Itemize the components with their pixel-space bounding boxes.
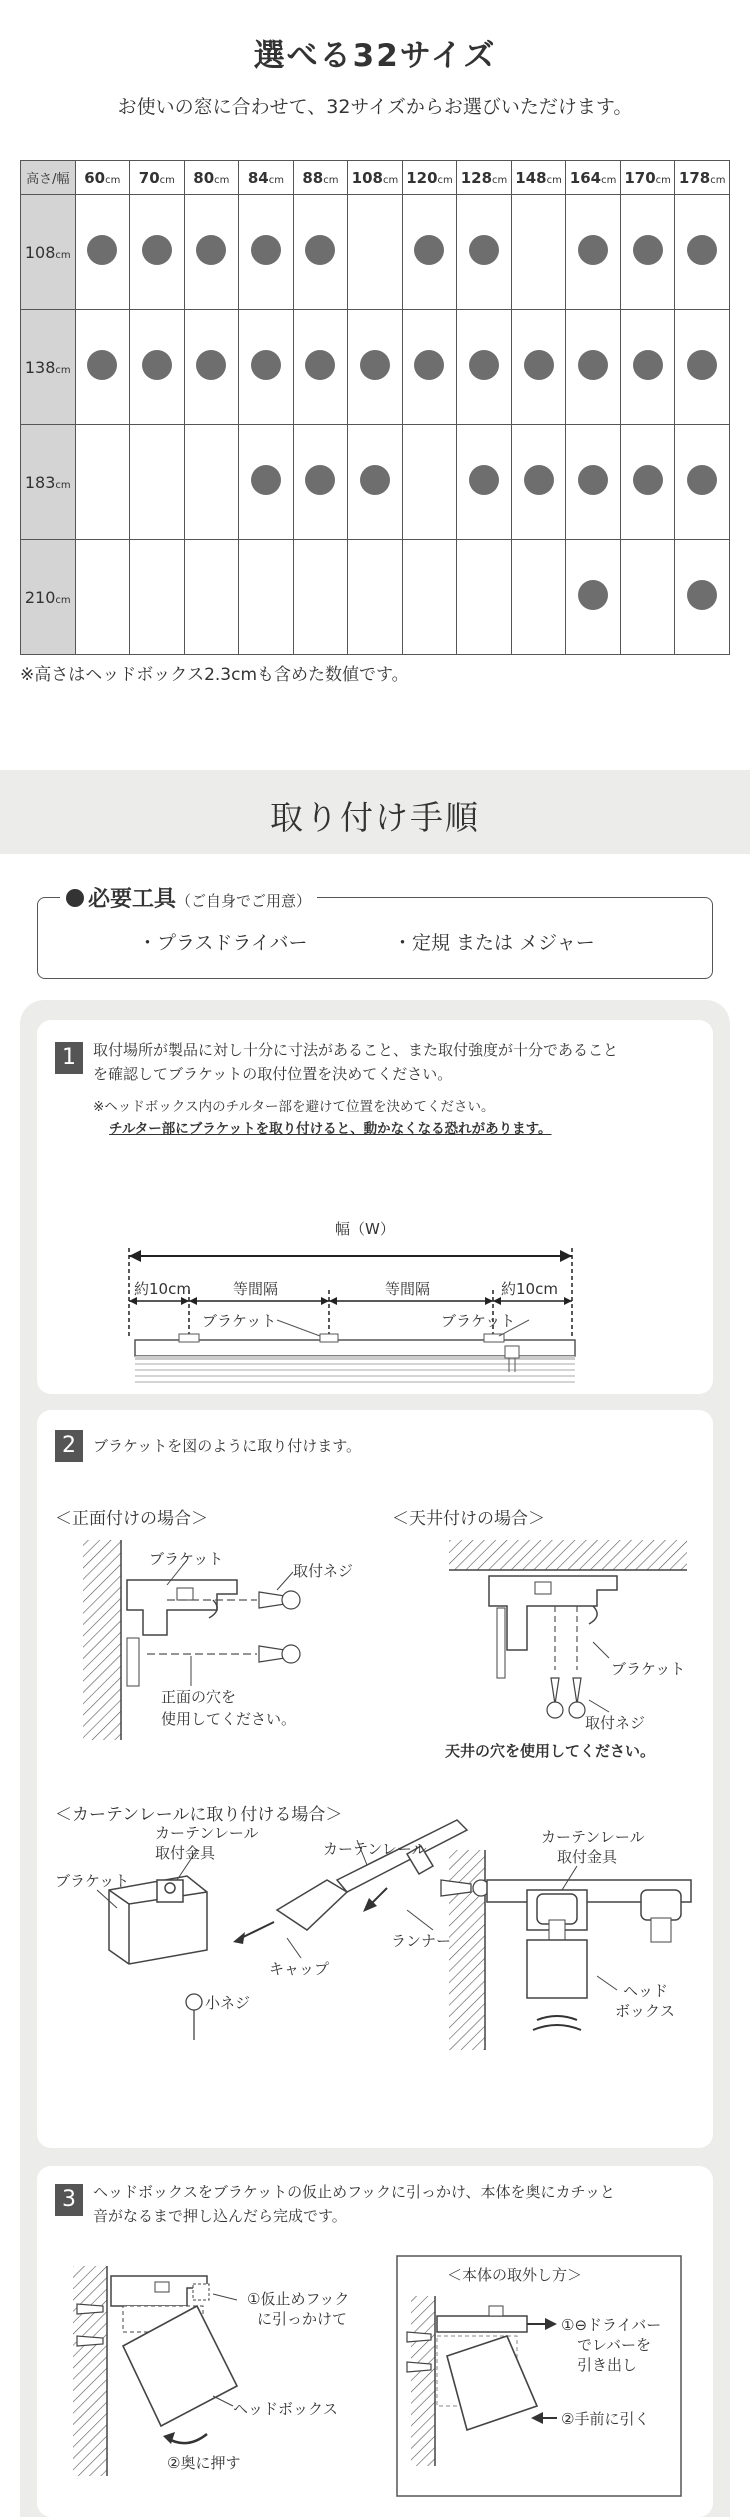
- step1-note-2-text: チルター部にブラケットを取り付けると、動かなくなる恐れがあります。: [109, 1121, 552, 1137]
- width-value: 108: [351, 168, 383, 187]
- size-title: 選べる32サイズ: [253, 38, 497, 74]
- available-dot-icon: [251, 465, 281, 495]
- size-cell: [184, 310, 239, 425]
- size-cell: [348, 195, 403, 310]
- height-value: 210: [24, 587, 56, 607]
- width-header-88: [293, 161, 348, 195]
- step1-number: 1: [55, 1042, 83, 1074]
- width-header-148: [511, 161, 566, 195]
- unit-label: cm: [382, 174, 399, 186]
- rail-rail-label: カーテンレール: [323, 1840, 427, 1858]
- available-dot-icon: [360, 465, 390, 495]
- size-cell: [293, 540, 348, 655]
- size-cell: [620, 540, 675, 655]
- right-margin-label: 約10cm: [501, 1280, 558, 1298]
- step2-text: ブラケットを図のように取り付けます。: [93, 1437, 362, 1455]
- size-table-body: [21, 195, 730, 655]
- available-dot-icon: [142, 350, 172, 380]
- rail-runner-label: ランナー: [391, 1932, 452, 1950]
- ceiling-note: 天井の穴を使用してください。: [445, 1742, 656, 1760]
- size-cell: [293, 195, 348, 310]
- equal-interval-label-2: 等間隔: [385, 1280, 431, 1298]
- available-dot-icon: [87, 235, 117, 265]
- left-margin-label: 約10cm: [134, 1280, 191, 1298]
- size-cell: [620, 195, 675, 310]
- available-dot-icon: [414, 350, 444, 380]
- size-cell: [566, 195, 621, 310]
- size-cell: [457, 540, 512, 655]
- available-dot-icon: [524, 350, 554, 380]
- corner-label: 高さ/幅: [21, 161, 76, 195]
- width-value: 164: [569, 168, 602, 187]
- size-cell: [511, 310, 566, 425]
- size-cell: [457, 195, 512, 310]
- front-mount-title: ＜正面付けの場合＞: [55, 1509, 208, 1529]
- available-dot-icon: [633, 465, 663, 495]
- height-value: 108: [24, 242, 56, 262]
- available-dot-icon: [687, 350, 717, 380]
- size-cell: [293, 425, 348, 540]
- rail-headbox-label-2: ボックス: [615, 2002, 675, 2020]
- unit-label: cm: [655, 174, 671, 186]
- size-table-header: [21, 161, 730, 195]
- unit-label: cm: [710, 174, 726, 186]
- unit-label: cm: [55, 364, 71, 376]
- tools-heading: [60, 882, 317, 913]
- size-cell: [348, 540, 403, 655]
- width-value: 60: [84, 168, 106, 187]
- step3-push-label: ②奥に押す: [167, 2454, 241, 2472]
- unit-label: cm: [601, 174, 617, 186]
- available-dot-icon: [414, 235, 444, 265]
- height-header-210: [21, 540, 76, 655]
- rail-fitting-label-1: カーテンレール: [155, 1824, 259, 1842]
- available-dot-icon: [360, 350, 390, 380]
- available-dot-icon: [251, 235, 281, 265]
- height-header-138: [21, 310, 76, 425]
- size-cell: [511, 195, 566, 310]
- available-dot-icon: [687, 465, 717, 495]
- size-cell: [75, 310, 130, 425]
- size-subtitle: お使いの窓に合わせて、32サイズからお選びいただけます。: [117, 96, 633, 118]
- size-note: ※高さはヘッドボックス2.3cmも含めた数値です。: [20, 665, 409, 685]
- remove-title: ＜本体の取外し方＞: [447, 2266, 583, 2284]
- size-cell: [348, 310, 403, 425]
- table-row: [21, 195, 730, 310]
- available-dot-icon: [687, 580, 717, 610]
- rail-bracket-label: ブラケット: [55, 1872, 130, 1890]
- install-title-band: [0, 770, 750, 854]
- unit-label: cm: [159, 174, 175, 186]
- available-dot-icon: [633, 235, 663, 265]
- width-value: 88: [302, 168, 324, 187]
- unit-label: cm: [105, 174, 121, 186]
- step3-number: 3: [55, 2184, 83, 2216]
- remove-label-2: でレバーを: [577, 2336, 651, 2354]
- size-cell: [402, 540, 457, 655]
- rail-right-fitting-label-2: 取付金具: [557, 1848, 618, 1866]
- front-note-1: 正面の穴を: [161, 1688, 237, 1706]
- available-dot-icon: [305, 465, 335, 495]
- available-dot-icon: [142, 235, 172, 265]
- rail-headbox-label-1: ヘッド: [623, 1982, 669, 2000]
- rail-right-fitting-label-1: カーテンレール: [541, 1828, 645, 1846]
- size-cell: [620, 310, 675, 425]
- available-dot-icon: [633, 350, 663, 380]
- size-cell: [184, 425, 239, 540]
- rail-screw-label: 小ネジ: [205, 1994, 251, 2012]
- ceiling-bracket-label: ブラケット: [611, 1660, 686, 1678]
- size-cell: [566, 540, 621, 655]
- width-value: 170: [624, 168, 656, 187]
- size-cell: [239, 310, 294, 425]
- size-cell: [457, 310, 512, 425]
- size-cell: [184, 540, 239, 655]
- step2-diagram: [37, 1410, 713, 2148]
- available-dot-icon: [578, 465, 608, 495]
- width-header-128: [457, 161, 512, 195]
- step2-card: [37, 1410, 713, 2148]
- height-value: 183: [24, 472, 56, 492]
- width-value: 178: [678, 168, 711, 187]
- size-cell: [293, 310, 348, 425]
- width-header-80: [184, 161, 239, 195]
- unit-label: cm: [268, 174, 284, 186]
- size-cell: [75, 425, 130, 540]
- step1-note-1: ※ヘッドボックス内のチルター部を避けて位置を決めてください。: [93, 1099, 495, 1115]
- size-cell: [675, 310, 730, 425]
- available-dot-icon: [524, 465, 554, 495]
- tool-screwdriver: ・プラスドライバー: [138, 932, 308, 954]
- ceiling-screw-label: 取付ネジ: [585, 1714, 646, 1732]
- available-dot-icon: [305, 350, 335, 380]
- width-header-178: [675, 161, 730, 195]
- size-cell: [348, 425, 403, 540]
- width-header-84: [239, 161, 294, 195]
- size-cell: [184, 195, 239, 310]
- step3-text-1: ヘッドボックスをブラケットの仮止めフックに引っかけ、本体を奥にカチッと: [93, 2183, 616, 2201]
- size-cell: [130, 195, 185, 310]
- tool-ruler: ・定規 または メジャー: [393, 932, 595, 954]
- size-cell: [239, 425, 294, 540]
- available-dot-icon: [251, 350, 281, 380]
- unit-label: cm: [323, 174, 339, 186]
- size-section: [0, 0, 750, 690]
- size-cell: [620, 425, 675, 540]
- width-value: 70: [138, 168, 160, 187]
- size-cell: [675, 540, 730, 655]
- remove-label-1: ①⊖ドライバー: [561, 2316, 662, 2334]
- width-value: 84: [247, 168, 269, 187]
- available-dot-icon: [305, 235, 335, 265]
- available-dot-icon: [578, 235, 608, 265]
- step3-hook-label-2: に引っかけて: [257, 2310, 348, 2328]
- unit-label: cm: [55, 249, 71, 261]
- front-note-2: 使用してください。: [161, 1710, 297, 1728]
- size-cell: [675, 425, 730, 540]
- size-cell: [457, 425, 512, 540]
- unit-label: cm: [437, 174, 453, 186]
- ceiling-mount-title: ＜天井付けの場合＞: [392, 1509, 545, 1529]
- size-cell: [130, 540, 185, 655]
- step3-card: [37, 2166, 713, 2517]
- tools-box: [37, 887, 713, 979]
- remove-label-4: ②手前に引く: [561, 2410, 650, 2428]
- available-dot-icon: [196, 350, 226, 380]
- tools-heading-text: 必要工具: [88, 887, 177, 912]
- bullet-icon: [66, 889, 84, 907]
- available-dot-icon: [469, 465, 499, 495]
- unit-label: cm: [546, 174, 562, 186]
- width-header-60: [75, 161, 130, 195]
- height-value: 138: [24, 357, 56, 377]
- height-header-108: [21, 195, 76, 310]
- available-dot-icon: [578, 350, 608, 380]
- unit-label: cm: [55, 594, 71, 606]
- rail-fitting-label-2: 取付金具: [155, 1844, 216, 1862]
- table-row: [21, 540, 730, 655]
- available-dot-icon: [578, 580, 608, 610]
- front-bracket-label: ブラケット: [149, 1550, 224, 1568]
- size-cell: [75, 195, 130, 310]
- available-dot-icon: [687, 235, 717, 265]
- size-cell: [566, 310, 621, 425]
- unit-label: cm: [214, 174, 230, 186]
- step2-number: 2: [55, 1430, 83, 1462]
- step3-headbox-label: ヘッドボックス: [233, 2400, 338, 2418]
- front-screw-label: 取付ネジ: [293, 1562, 354, 1580]
- width-header-108: [348, 161, 403, 195]
- size-cell: [239, 195, 294, 310]
- available-dot-icon: [196, 235, 226, 265]
- equal-interval-label-1: 等間隔: [233, 1280, 279, 1298]
- unit-label: cm: [492, 174, 508, 186]
- width-value: 120: [406, 168, 438, 187]
- unit-label: cm: [55, 479, 71, 491]
- width-header-170: [620, 161, 675, 195]
- step3-text-2: 音がなるまで押し込んだら完成です。: [93, 2207, 347, 2225]
- table-row: [21, 425, 730, 540]
- size-table: [20, 160, 730, 655]
- size-cell: [511, 540, 566, 655]
- width-header-70: [130, 161, 185, 195]
- size-cell: [402, 425, 457, 540]
- size-cell: [130, 310, 185, 425]
- step3-hook-label-1: ①仮止めフック: [247, 2290, 350, 2308]
- size-cell: [130, 425, 185, 540]
- step1-card: [37, 1020, 713, 1394]
- bracket-label-2: ブラケット: [441, 1312, 516, 1330]
- size-cell: [402, 195, 457, 310]
- rail-mount-title: ＜カーテンレールに取り付ける場合＞: [55, 1805, 343, 1825]
- bracket-label-1: ブラケット: [202, 1312, 277, 1330]
- width-value: 128: [460, 168, 493, 187]
- size-cell: [75, 540, 130, 655]
- step1-diagram: [37, 1020, 713, 1394]
- table-row: [21, 310, 730, 425]
- width-label: 幅（W）: [335, 1220, 395, 1238]
- rail-cap-label: キャップ: [269, 1960, 330, 1978]
- width-value: 148: [515, 168, 547, 187]
- size-cell: [675, 195, 730, 310]
- size-cell: [239, 540, 294, 655]
- available-dot-icon: [469, 350, 499, 380]
- width-header-120: [402, 161, 457, 195]
- size-cell: [402, 310, 457, 425]
- install-title: 取り付け手順: [270, 798, 480, 837]
- available-dot-icon: [469, 235, 499, 265]
- step1-text-2: を確認してブラケットの取付位置を決めてください。: [93, 1065, 453, 1083]
- available-dot-icon: [87, 350, 117, 380]
- tools-heading-sub: （ご自身でご用意）: [176, 892, 312, 910]
- size-cell: [566, 425, 621, 540]
- size-cell: [511, 425, 566, 540]
- width-header-164: [566, 161, 621, 195]
- height-header-183: [21, 425, 76, 540]
- step1-text-1: 取付場所が製品に対し十分に寸法があること、また取付強度が十分であること: [93, 1041, 619, 1059]
- remove-label-3: 引き出し: [577, 2356, 638, 2374]
- width-value: 80: [193, 168, 215, 187]
